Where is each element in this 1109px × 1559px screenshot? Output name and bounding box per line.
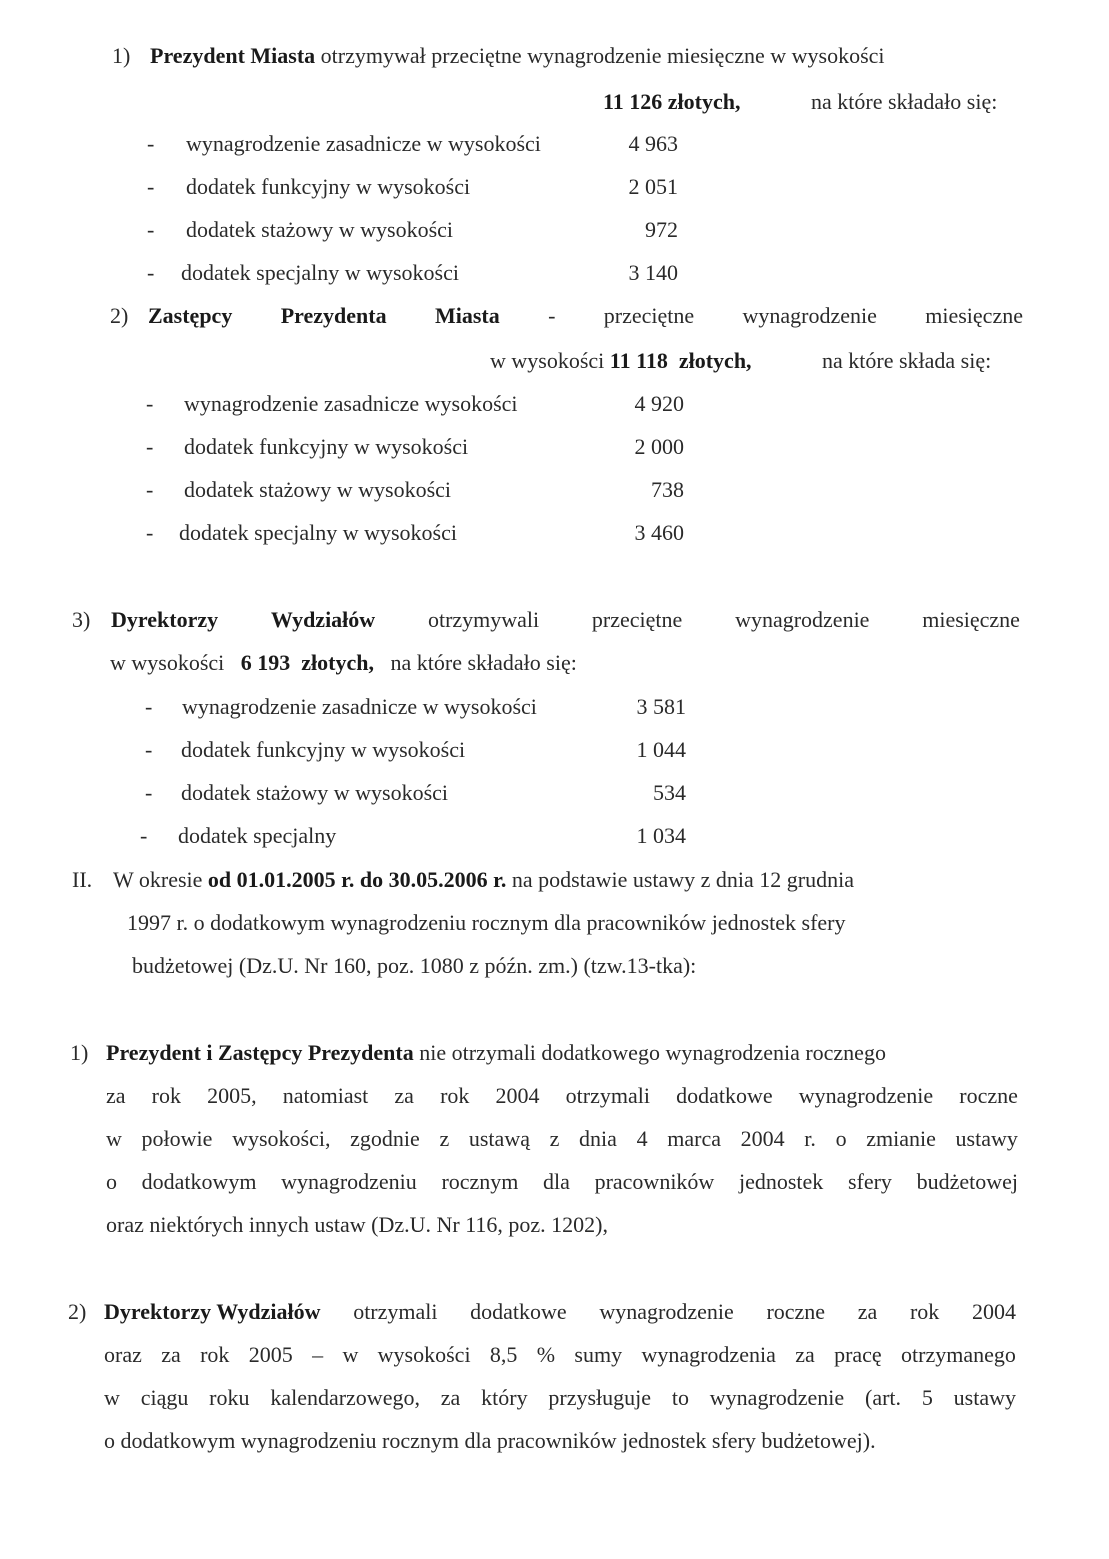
heading-word: miesięczne bbox=[922, 607, 1020, 632]
component-value: 1 034 bbox=[636, 823, 686, 848]
component-label: dodatek specjalny bbox=[178, 823, 337, 848]
section-heading: Dyrektorzy Wydziałów otrzymali dodatkowe wynagrodzenie roczne za rok 2004 bbox=[104, 1299, 1016, 1324]
paragraph-line: o dodatkowym wynagrodzeniu rocznym dla pracowników jednostek sfery budżetowej). bbox=[104, 1428, 876, 1453]
heading-word: Prezydenta bbox=[280, 303, 387, 328]
section-heading bbox=[148, 303, 1023, 329]
heading-word: przeciętne bbox=[591, 607, 683, 632]
period-text: 1997 r. o dodatkowym wynagrodzeniu rocznym dla pracowników jednostek sfery bbox=[127, 910, 846, 935]
component-label: dodatek funkcyjny w wysokości bbox=[186, 174, 471, 199]
item-number: 2) bbox=[110, 303, 129, 328]
heading-bold: Dyrektorzy Wydziałów bbox=[104, 1299, 321, 1324]
item-number: 1) bbox=[112, 43, 131, 68]
list-dash: - bbox=[146, 520, 154, 545]
intro-tail: na które składało się: bbox=[811, 89, 998, 114]
list-dash: - bbox=[146, 434, 154, 459]
component-label: dodatek stażowy w wysokości bbox=[186, 217, 454, 242]
list-dash: - bbox=[147, 174, 155, 199]
component-value: 2 051 bbox=[628, 174, 678, 199]
paragraph-line: o dodatkowym wynagrodzeniu rocznym dla pracowników jednostek sfery budżetowej bbox=[106, 1169, 1018, 1194]
period-line: W okresie od 01.01.2005 r. do 30.05.2006 r. na podstawie ustawy z dnia 12 grudnia bbox=[113, 867, 855, 892]
component-value: 738 bbox=[651, 477, 684, 502]
heading-word: otrzymywali bbox=[427, 607, 540, 632]
component-label: wynagrodzenie zasadnicze wysokości bbox=[184, 391, 518, 416]
component-value: 2 000 bbox=[634, 434, 684, 459]
list-dash: - bbox=[145, 780, 153, 805]
component-label: dodatek stażowy w wysokości bbox=[184, 477, 452, 502]
total-amount: 11 126 złotych, bbox=[603, 89, 741, 114]
heading-word: Zastępcy bbox=[148, 303, 233, 328]
list-dash: - bbox=[146, 477, 154, 502]
component-value: 3 460 bbox=[634, 520, 684, 545]
heading-word: wynagrodzenie bbox=[742, 303, 877, 328]
paragraph-line: oraz niektórych innych ustaw (Dz.U. Nr 116, poz. 1202), bbox=[106, 1212, 608, 1237]
heading-word: wynagrodzenie bbox=[735, 607, 870, 632]
heading-word: Wydziałów bbox=[270, 607, 376, 632]
amount-line: w wysokości 6 193 złotych, na które składało się: bbox=[110, 650, 577, 675]
component-value: 534 bbox=[653, 780, 686, 805]
amount-line: w wysokości 11 118 złotych, bbox=[490, 348, 752, 373]
component-value: 3 581 bbox=[636, 694, 686, 719]
period-text: budżetowej (Dz.U. Nr 160, poz. 1080 z późn. zm.) (tzw.13-tka): bbox=[132, 953, 697, 978]
intro-tail: na które składa się: bbox=[822, 348, 992, 373]
component-label: dodatek specjalny w wysokości bbox=[179, 520, 457, 545]
paragraph-line: oraz za rok 2005 – w wysokości 8,5 % sumy wynagrodzenia za pracę otrzymanego bbox=[104, 1342, 1016, 1367]
list-dash: - bbox=[147, 131, 155, 156]
component-label: wynagrodzenie zasadnicze w wysokości bbox=[186, 131, 541, 156]
component-value: 3 140 bbox=[628, 260, 678, 285]
heading-word: - bbox=[548, 303, 556, 328]
component-value: 4 920 bbox=[634, 391, 684, 416]
component-value: 972 bbox=[645, 217, 678, 242]
component-label: dodatek funkcyjny w wysokości bbox=[184, 434, 469, 459]
component-label: wynagrodzenie zasadnicze w wysokości bbox=[182, 694, 537, 719]
heading-word: Dyrektorzy bbox=[111, 607, 219, 632]
item-number: 1) bbox=[70, 1040, 89, 1065]
item-number: 3) bbox=[72, 607, 91, 632]
paragraph-line: za rok 2005, natomiast za rok 2004 otrzymali dodatkowe wynagrodzenie roczne bbox=[106, 1083, 1018, 1108]
paragraph-line: w ciągu roku kalendarzowego, za który przysługuje to wynagrodzenie (art. 5 ustawy bbox=[104, 1385, 1016, 1410]
component-label: dodatek stażowy w wysokości bbox=[181, 780, 449, 805]
section-heading: Prezydent Miasta otrzymywał przeciętne wynagrodzenie miesięczne w wysokości bbox=[150, 43, 885, 68]
section-heading: Prezydent i Zastępcy Prezydenta nie otrzymali dodatkowego wynagrodzenia rocznego bbox=[106, 1040, 886, 1065]
heading-word: Miasta bbox=[434, 303, 500, 328]
heading-word: miesięczne bbox=[925, 303, 1023, 328]
section-number: II. bbox=[72, 867, 93, 892]
list-dash: - bbox=[147, 260, 155, 285]
list-dash: - bbox=[147, 217, 155, 242]
component-value: 1 044 bbox=[636, 737, 686, 762]
component-value: 4 963 bbox=[628, 131, 678, 156]
list-dash: - bbox=[140, 823, 148, 848]
list-dash: - bbox=[146, 391, 154, 416]
component-label: dodatek specjalny w wysokości bbox=[181, 260, 459, 285]
item-number: 2) bbox=[68, 1299, 87, 1324]
heading-word: przeciętne bbox=[603, 303, 695, 328]
paragraph-line: w połowie wysokości, zgodnie z ustawą z dnia 4 marca 2004 r. o zmianie ustawy bbox=[106, 1126, 1018, 1151]
component-label: dodatek funkcyjny w wysokości bbox=[181, 737, 466, 762]
list-dash: - bbox=[145, 694, 153, 719]
list-dash: - bbox=[145, 737, 153, 762]
section-heading bbox=[111, 607, 1020, 633]
